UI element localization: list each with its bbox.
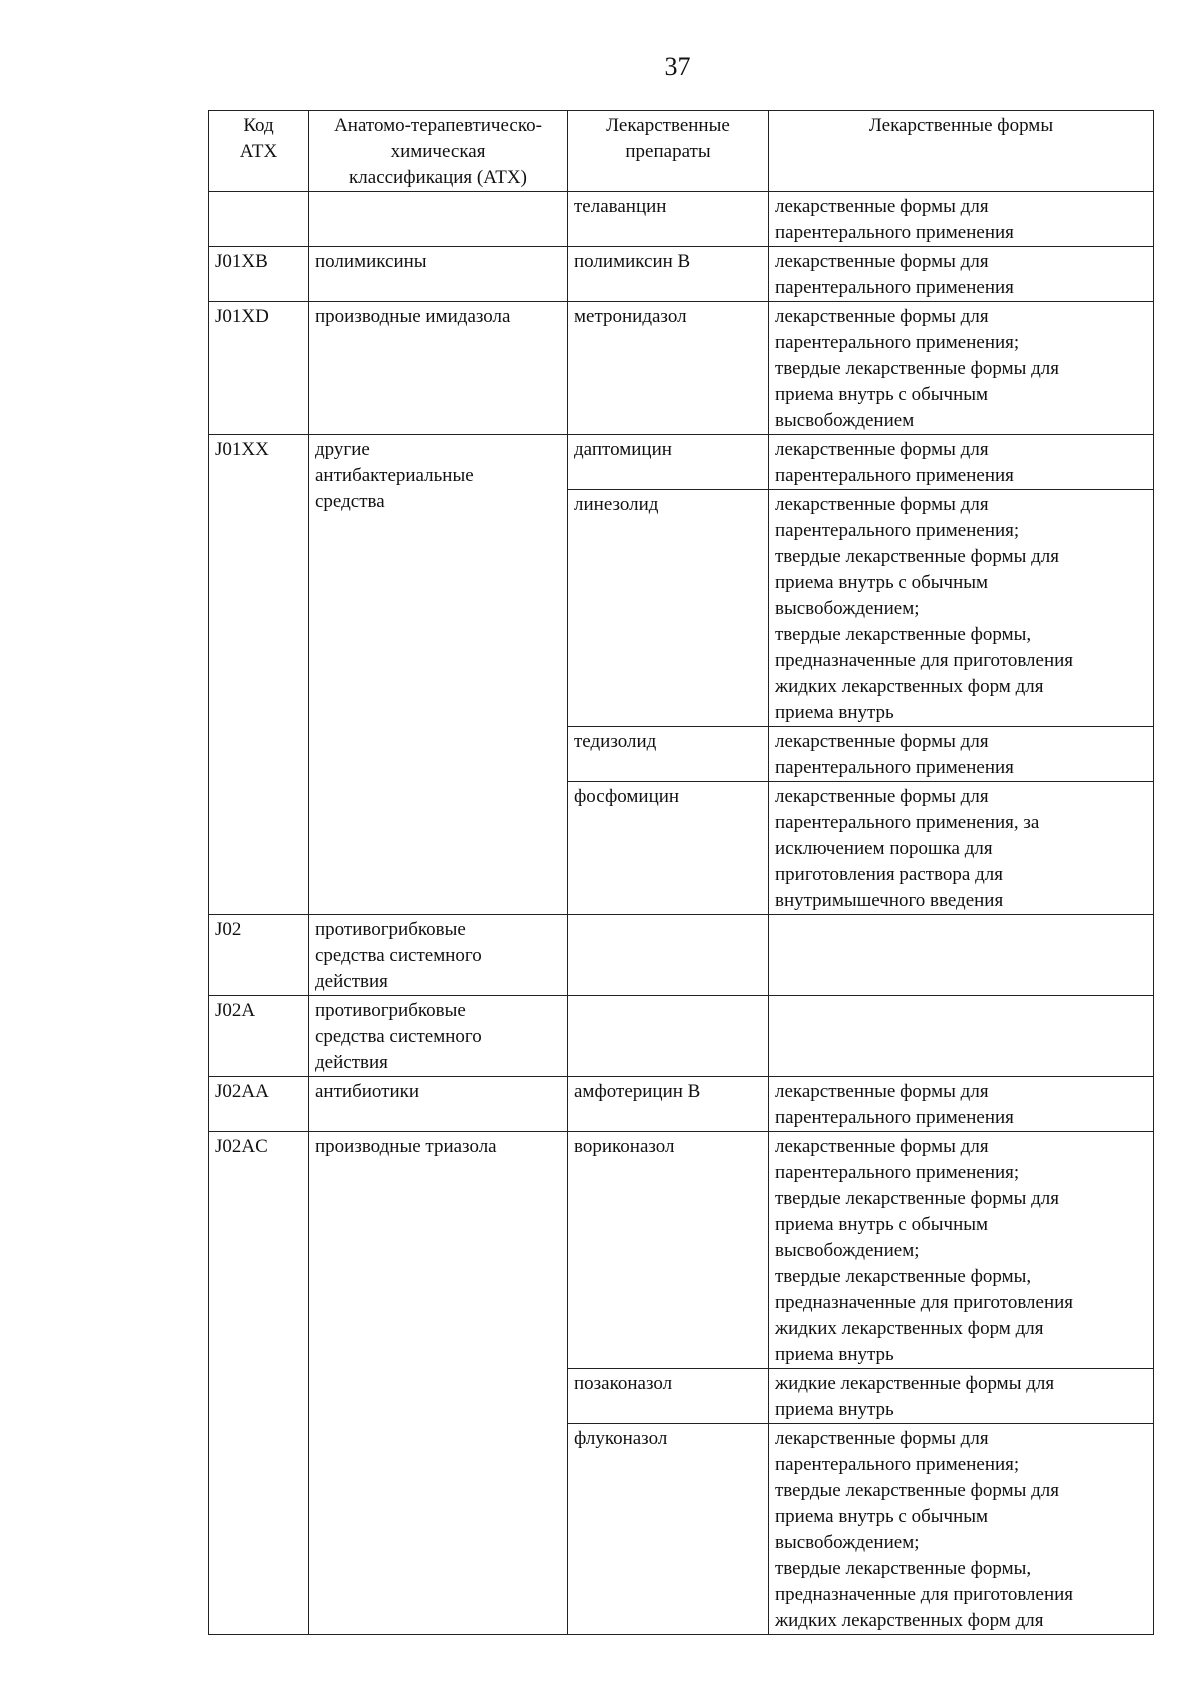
cell-form	[769, 915, 1154, 996]
cell-classification: полимиксины	[309, 247, 568, 302]
cell-classification: противогрибковые средства системного действия	[309, 996, 568, 1077]
cell-drug: даптомицин	[568, 435, 769, 490]
cell-form: лекарственные формы для парентерального применения, за исключением порошка для приготовления раствора для внутримышечного введения	[769, 782, 1154, 915]
cell-form: лекарственные формы для парентерального применения; твердые лекарственные формы для приема внутрь с обычным высвобождением; твердые лекарственные формы, предназначенные для приготовления жидких лекарственных форм для	[769, 1424, 1154, 1635]
table-row	[209, 1132, 1154, 1369]
cell-code: J02AC	[209, 1132, 309, 1635]
cell-drug: вориконазол	[568, 1132, 769, 1369]
table-header-row	[209, 111, 1154, 192]
cell-form: жидкие лекарственные формы для приема внутрь	[769, 1369, 1154, 1424]
cell-form: лекарственные формы для парентерального применения	[769, 192, 1154, 247]
cell-drug: метронидазол	[568, 302, 769, 435]
atc-drug-table	[208, 110, 1154, 1635]
table-row	[209, 247, 1154, 302]
cell-drug: фосфомицин	[568, 782, 769, 915]
cell-drug	[568, 915, 769, 996]
cell-drug: телаванцин	[568, 192, 769, 247]
cell-drug: позаконазол	[568, 1369, 769, 1424]
cell-code: J01XD	[209, 302, 309, 435]
table-row	[209, 192, 1154, 247]
cell-drug: полимиксин В	[568, 247, 769, 302]
header-code: Код АТХ	[209, 111, 309, 192]
cell-form: лекарственные формы для парентерального применения; твердые лекарственные формы для приема внутрь с обычным высвобождением; твердые лекарственные формы, предназначенные для приготовления жидких лекарственных форм для приема внутрь	[769, 490, 1154, 727]
cell-form: лекарственные формы для парентерального применения; твердые лекарственные формы для приема внутрь с обычным высвобождением	[769, 302, 1154, 435]
cell-code: J02	[209, 915, 309, 996]
cell-drug: амфотерицин В	[568, 1077, 769, 1132]
cell-drug	[568, 996, 769, 1077]
cell-code: J01XX	[209, 435, 309, 915]
cell-classification: противогрибковые средства системного действия	[309, 915, 568, 996]
cell-drug: линезолид	[568, 490, 769, 727]
table-row	[209, 996, 1154, 1077]
cell-form	[769, 996, 1154, 1077]
cell-form: лекарственные формы для парентерального применения	[769, 727, 1154, 782]
table-row	[209, 915, 1154, 996]
cell-classification	[309, 192, 568, 247]
page-number: 37	[664, 52, 691, 81]
cell-form: лекарственные формы для парентерального применения	[769, 247, 1154, 302]
cell-classification: производные триазола	[309, 1132, 568, 1635]
table-row	[209, 302, 1154, 435]
cell-drug: флуконазол	[568, 1424, 769, 1635]
table-row	[209, 435, 1154, 490]
header-forms: Лекарственные формы	[769, 111, 1154, 192]
cell-drug: тедизолид	[568, 727, 769, 782]
cell-form: лекарственные формы для парентерального применения; твердые лекарственные формы для приема внутрь с обычным высвобождением; твердые лекарственные формы, предназначенные для приготовления жидких лекарственных форм для приема внутрь	[769, 1132, 1154, 1369]
cell-code: J01XB	[209, 247, 309, 302]
cell-classification: другие антибактериальные средства	[309, 435, 568, 915]
cell-code	[209, 192, 309, 247]
cell-form: лекарственные формы для парентерального применения	[769, 435, 1154, 490]
header-drugs: Лекарственные препараты	[568, 111, 769, 192]
cell-code: J02AA	[209, 1077, 309, 1132]
cell-code: J02A	[209, 996, 309, 1077]
cell-form: лекарственные формы для парентерального применения	[769, 1077, 1154, 1132]
cell-classification: антибиотики	[309, 1077, 568, 1132]
cell-classification: производные имидазола	[309, 302, 568, 435]
table-row	[209, 1077, 1154, 1132]
header-classification: Анатомо-терапевтическо- химическая классификация (АТХ)	[309, 111, 568, 192]
